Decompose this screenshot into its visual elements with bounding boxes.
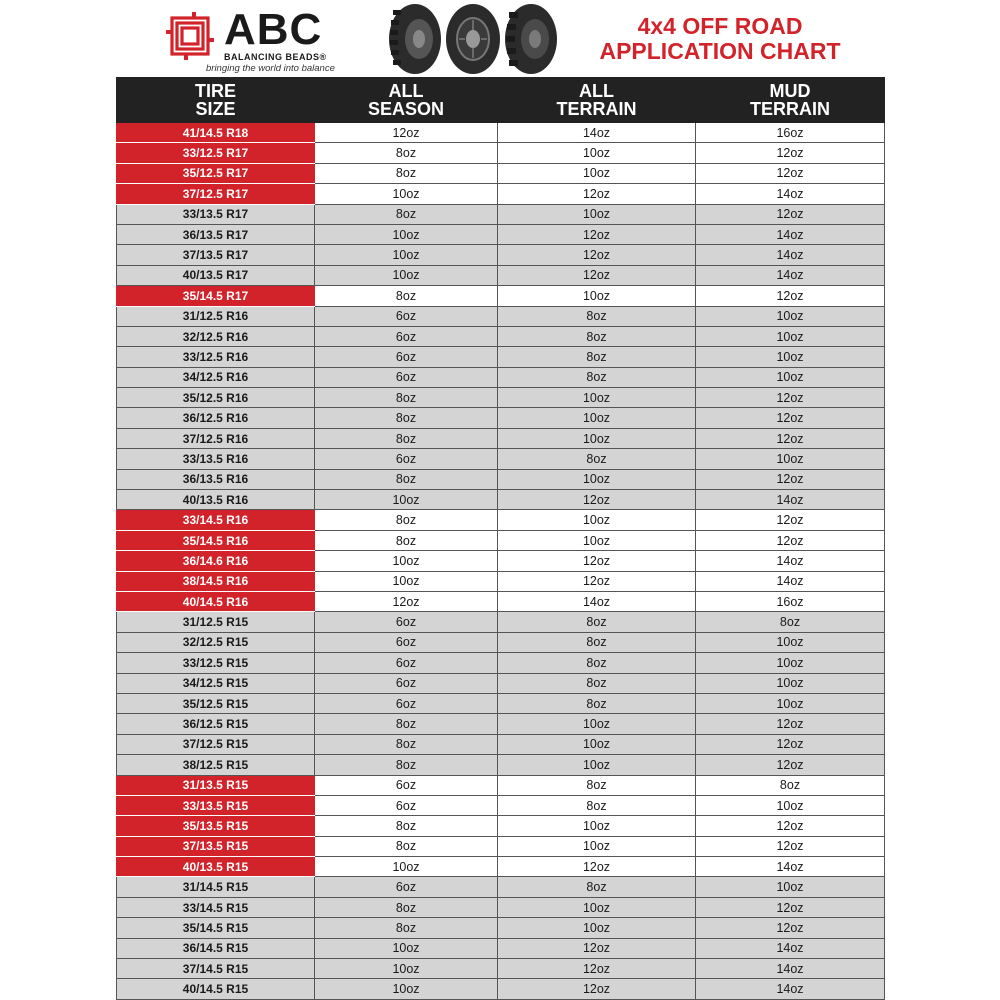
- table-row: [117, 571, 885, 591]
- table-row: [117, 265, 885, 285]
- application-table: [116, 77, 885, 1000]
- table-row: [117, 795, 885, 815]
- brand-subtitle: BALANCING BEADS®: [224, 52, 327, 62]
- table-row: [117, 816, 885, 836]
- cell-tire-size: 35/14.5 R15: [117, 918, 315, 938]
- cell-all-season: 6oz: [315, 612, 498, 632]
- cell-all-terrain: 10oz: [498, 734, 696, 754]
- cell-mud-terrain: 14oz: [696, 938, 885, 958]
- cell-mud-terrain: 12oz: [696, 286, 885, 306]
- cell-all-season: 8oz: [315, 510, 498, 530]
- cell-all-terrain: 10oz: [498, 755, 696, 775]
- cell-all-terrain: 8oz: [498, 306, 696, 326]
- cell-mud-terrain: 10oz: [696, 449, 885, 469]
- cell-all-season: 10oz: [315, 857, 498, 877]
- cell-mud-terrain: 14oz: [696, 184, 885, 204]
- cell-all-season: 6oz: [315, 877, 498, 897]
- cell-tire-size: 37/13.5 R17: [117, 245, 315, 265]
- cell-tire-size: 37/12.5 R15: [117, 734, 315, 754]
- table-row: [117, 428, 885, 448]
- cell-all-terrain: 8oz: [498, 673, 696, 693]
- cell-all-terrain: 12oz: [498, 490, 696, 510]
- cell-mud-terrain: 12oz: [696, 734, 885, 754]
- brand-logo: [162, 5, 342, 74]
- cell-all-season: 8oz: [315, 204, 498, 224]
- table-row: [117, 653, 885, 673]
- table-row: [117, 245, 885, 265]
- brand-tagline: bringing the world into balance: [206, 63, 335, 74]
- cell-tire-size: 35/12.5 R17: [117, 163, 315, 183]
- cell-all-terrain: 12oz: [498, 265, 696, 285]
- cell-tire-size: 38/12.5 R15: [117, 755, 315, 775]
- cell-all-terrain: 8oz: [498, 795, 696, 815]
- table-row: [117, 979, 885, 999]
- cell-all-season: 8oz: [315, 286, 498, 306]
- cell-mud-terrain: 10oz: [696, 306, 885, 326]
- cell-mud-terrain: 10oz: [696, 795, 885, 815]
- cell-all-season: 8oz: [315, 469, 498, 489]
- cell-mud-terrain: 12oz: [696, 204, 885, 224]
- cell-mud-terrain: 10oz: [696, 693, 885, 713]
- cell-tire-size: 36/12.5 R15: [117, 714, 315, 734]
- table-row: [117, 836, 885, 856]
- cell-mud-terrain: 14oz: [696, 265, 885, 285]
- cell-all-terrain: 8oz: [498, 612, 696, 632]
- cell-tire-size: 31/12.5 R15: [117, 612, 315, 632]
- header-tire-size: [117, 78, 315, 123]
- cell-all-terrain: 8oz: [498, 877, 696, 897]
- cell-mud-terrain: 16oz: [696, 591, 885, 611]
- cell-mud-terrain: 14oz: [696, 857, 885, 877]
- cell-tire-size: 34/12.5 R16: [117, 367, 315, 387]
- cell-all-season: 8oz: [315, 388, 498, 408]
- cell-mud-terrain: 14oz: [696, 551, 885, 571]
- header-line: ALL: [388, 81, 424, 101]
- cell-mud-terrain: 12oz: [696, 143, 885, 163]
- cell-all-season: 6oz: [315, 449, 498, 469]
- cell-mud-terrain: 14oz: [696, 245, 885, 265]
- table-row: [117, 306, 885, 326]
- cell-all-terrain: 10oz: [498, 714, 696, 734]
- cell-all-season: 8oz: [315, 918, 498, 938]
- cell-all-terrain: 10oz: [498, 204, 696, 224]
- table-row: [117, 143, 885, 163]
- cell-mud-terrain: 8oz: [696, 612, 885, 632]
- cell-all-terrain: 10oz: [498, 836, 696, 856]
- brand-name: ABC: [224, 5, 323, 54]
- table-body: [117, 123, 885, 1000]
- table-row: [117, 775, 885, 795]
- table-row: [117, 959, 885, 979]
- tire-right-icon: [505, 4, 557, 74]
- cell-mud-terrain: 12oz: [696, 897, 885, 917]
- cell-all-terrain: 12oz: [498, 959, 696, 979]
- table-row: [117, 163, 885, 183]
- cell-tire-size: 35/12.5 R15: [117, 693, 315, 713]
- cell-all-terrain: 10oz: [498, 530, 696, 550]
- cell-tire-size: 37/14.5 R15: [117, 959, 315, 979]
- cell-mud-terrain: 12oz: [696, 408, 885, 428]
- cell-all-terrain: 10oz: [498, 469, 696, 489]
- cell-mud-terrain: 8oz: [696, 775, 885, 795]
- cell-all-season: 10oz: [315, 265, 498, 285]
- cell-all-terrain: 14oz: [498, 591, 696, 611]
- cell-all-terrain: 8oz: [498, 775, 696, 795]
- cell-all-season: 10oz: [315, 224, 498, 244]
- cell-all-season: 10oz: [315, 938, 498, 958]
- table-header-row: [117, 78, 885, 123]
- cell-mud-terrain: 10oz: [696, 673, 885, 693]
- cell-all-terrain: 10oz: [498, 143, 696, 163]
- table-row: [117, 388, 885, 408]
- cell-all-season: 8oz: [315, 428, 498, 448]
- header-line: ALL: [579, 81, 614, 101]
- header-mud-terrain: [696, 78, 885, 123]
- table-row: [117, 530, 885, 550]
- cell-all-season: 6oz: [315, 673, 498, 693]
- cell-all-season: 6oz: [315, 367, 498, 387]
- cell-all-season: 8oz: [315, 897, 498, 917]
- cell-all-season: 8oz: [315, 836, 498, 856]
- table-row: [117, 897, 885, 917]
- table-row: [117, 877, 885, 897]
- table-row: [117, 449, 885, 469]
- header-line: MUD: [769, 81, 811, 101]
- cell-mud-terrain: 12oz: [696, 836, 885, 856]
- table-row: [117, 224, 885, 244]
- table-row: [117, 551, 885, 571]
- table-row: [117, 673, 885, 693]
- table-row: [117, 347, 885, 367]
- cell-all-terrain: 10oz: [498, 163, 696, 183]
- cell-all-terrain: 10oz: [498, 897, 696, 917]
- chart-title: [575, 14, 865, 64]
- cell-all-terrain: 12oz: [498, 184, 696, 204]
- cell-all-season: 8oz: [315, 816, 498, 836]
- cell-all-terrain: 14oz: [498, 123, 696, 143]
- cell-mud-terrain: 16oz: [696, 123, 885, 143]
- cell-tire-size: 36/12.5 R16: [117, 408, 315, 428]
- cell-mud-terrain: 10oz: [696, 653, 885, 673]
- cell-all-terrain: 12oz: [498, 979, 696, 999]
- cell-mud-terrain: 10oz: [696, 347, 885, 367]
- cell-all-terrain: 10oz: [498, 428, 696, 448]
- cell-all-terrain: 8oz: [498, 347, 696, 367]
- cell-all-terrain: 8oz: [498, 367, 696, 387]
- cell-all-season: 8oz: [315, 714, 498, 734]
- cell-tire-size: 31/13.5 R15: [117, 775, 315, 795]
- header-line: SIZE: [195, 99, 236, 119]
- cell-tire-size: 33/13.5 R16: [117, 449, 315, 469]
- table-row: [117, 612, 885, 632]
- cell-tire-size: 35/14.5 R17: [117, 286, 315, 306]
- cell-mud-terrain: 12oz: [696, 816, 885, 836]
- cell-mud-terrain: 14oz: [696, 979, 885, 999]
- table-row: [117, 632, 885, 652]
- tires-image: [385, 2, 561, 76]
- cell-all-terrain: 12oz: [498, 224, 696, 244]
- table-row: [117, 469, 885, 489]
- cell-all-terrain: 12oz: [498, 857, 696, 877]
- cell-all-season: 10oz: [315, 245, 498, 265]
- cell-mud-terrain: 10oz: [696, 367, 885, 387]
- table-row: [117, 918, 885, 938]
- cell-mud-terrain: 12oz: [696, 755, 885, 775]
- table-row: [117, 510, 885, 530]
- cell-tire-size: 33/12.5 R16: [117, 347, 315, 367]
- cell-all-terrain: 10oz: [498, 388, 696, 408]
- header-all-season: [315, 78, 498, 123]
- table-row: [117, 490, 885, 510]
- cell-tire-size: 31/12.5 R16: [117, 306, 315, 326]
- cell-all-terrain: 10oz: [498, 510, 696, 530]
- cell-all-season: 6oz: [315, 795, 498, 815]
- cell-mud-terrain: 12oz: [696, 388, 885, 408]
- cell-mud-terrain: 12oz: [696, 428, 885, 448]
- header-line: SEASON: [367, 99, 445, 119]
- cell-tire-size: 35/12.5 R16: [117, 388, 315, 408]
- cell-all-season: 8oz: [315, 734, 498, 754]
- table-row: [117, 938, 885, 958]
- cell-all-season: 12oz: [315, 123, 498, 143]
- cell-tire-size: 33/14.5 R15: [117, 897, 315, 917]
- cell-tire-size: 32/12.5 R15: [117, 632, 315, 652]
- header-line: TIRE: [194, 81, 236, 101]
- cell-all-season: 10oz: [315, 571, 498, 591]
- cell-tire-size: 40/13.5 R16: [117, 490, 315, 510]
- chart-title-line1: 4x4 OFF ROAD: [637, 13, 803, 39]
- cell-mud-terrain: 12oz: [696, 918, 885, 938]
- cell-mud-terrain: 12oz: [696, 469, 885, 489]
- table-row: [117, 326, 885, 346]
- cell-tire-size: 33/12.5 R17: [117, 143, 315, 163]
- cell-tire-size: 33/13.5 R17: [117, 204, 315, 224]
- table-row: [117, 367, 885, 387]
- application-table-container: [116, 77, 884, 1000]
- cell-all-season: 6oz: [315, 347, 498, 367]
- header-line: TERRAIN: [556, 99, 637, 119]
- cell-all-season: 6oz: [315, 306, 498, 326]
- table-row: [117, 204, 885, 224]
- cell-tire-size: 40/14.5 R15: [117, 979, 315, 999]
- cell-tire-size: 38/14.5 R16: [117, 571, 315, 591]
- cell-mud-terrain: 12oz: [696, 714, 885, 734]
- cell-all-terrain: 8oz: [498, 693, 696, 713]
- cell-tire-size: 37/12.5 R16: [117, 428, 315, 448]
- cell-all-season: 8oz: [315, 143, 498, 163]
- cell-tire-size: 36/14.5 R15: [117, 938, 315, 958]
- tire-center-icon: [446, 4, 500, 74]
- table-row: [117, 123, 885, 143]
- cell-tire-size: 36/13.5 R17: [117, 224, 315, 244]
- table-row: [117, 184, 885, 204]
- cell-mud-terrain: 14oz: [696, 959, 885, 979]
- cell-all-terrain: 12oz: [498, 571, 696, 591]
- cell-all-terrain: 12oz: [498, 938, 696, 958]
- cell-tire-size: 33/12.5 R15: [117, 653, 315, 673]
- table-row: [117, 714, 885, 734]
- table-row: [117, 857, 885, 877]
- cell-all-season: 6oz: [315, 632, 498, 652]
- cell-mud-terrain: 12oz: [696, 163, 885, 183]
- cell-mud-terrain: 14oz: [696, 571, 885, 591]
- cell-tire-size: 31/14.5 R15: [117, 877, 315, 897]
- cell-tire-size: 35/14.5 R16: [117, 530, 315, 550]
- table-row: [117, 693, 885, 713]
- cell-tire-size: 36/13.5 R16: [117, 469, 315, 489]
- cell-tire-size: 33/13.5 R15: [117, 795, 315, 815]
- cell-all-season: 8oz: [315, 530, 498, 550]
- cell-tire-size: 40/14.5 R16: [117, 591, 315, 611]
- page-header: [0, 0, 1000, 76]
- cell-tire-size: 41/14.5 R18: [117, 123, 315, 143]
- abc-logo-icon: [164, 10, 216, 62]
- cell-tire-size: 40/13.5 R17: [117, 265, 315, 285]
- cell-all-terrain: 10oz: [498, 286, 696, 306]
- cell-all-terrain: 10oz: [498, 408, 696, 428]
- cell-all-terrain: 8oz: [498, 653, 696, 673]
- header-all-terrain: [498, 78, 696, 123]
- table-row: [117, 734, 885, 754]
- cell-mud-terrain: 10oz: [696, 877, 885, 897]
- cell-tire-size: 32/12.5 R16: [117, 326, 315, 346]
- header-line: TERRAIN: [750, 99, 830, 119]
- table-row: [117, 591, 885, 611]
- cell-tire-size: 34/12.5 R15: [117, 673, 315, 693]
- cell-all-season: 8oz: [315, 755, 498, 775]
- tire-left-icon: [389, 4, 441, 74]
- cell-all-terrain: 10oz: [498, 816, 696, 836]
- cell-all-terrain: 8oz: [498, 326, 696, 346]
- cell-tire-size: 40/13.5 R15: [117, 857, 315, 877]
- cell-all-season: 8oz: [315, 163, 498, 183]
- cell-all-season: 12oz: [315, 591, 498, 611]
- cell-all-season: 6oz: [315, 693, 498, 713]
- cell-tire-size: 33/14.5 R16: [117, 510, 315, 530]
- cell-tire-size: 37/13.5 R15: [117, 836, 315, 856]
- cell-all-season: 10oz: [315, 490, 498, 510]
- cell-tire-size: 37/12.5 R17: [117, 184, 315, 204]
- cell-all-season: 6oz: [315, 775, 498, 795]
- cell-all-season: 10oz: [315, 551, 498, 571]
- cell-mud-terrain: 12oz: [696, 530, 885, 550]
- cell-all-season: 10oz: [315, 184, 498, 204]
- cell-all-season: 10oz: [315, 959, 498, 979]
- cell-all-season: 10oz: [315, 979, 498, 999]
- cell-mud-terrain: 14oz: [696, 224, 885, 244]
- cell-tire-size: 35/13.5 R15: [117, 816, 315, 836]
- cell-mud-terrain: 10oz: [696, 632, 885, 652]
- cell-all-season: 6oz: [315, 326, 498, 346]
- cell-all-terrain: 8oz: [498, 449, 696, 469]
- cell-all-terrain: 10oz: [498, 918, 696, 938]
- cell-mud-terrain: 14oz: [696, 490, 885, 510]
- cell-all-terrain: 8oz: [498, 632, 696, 652]
- chart-title-line2: APPLICATION CHART: [599, 38, 841, 64]
- cell-tire-size: 36/14.6 R16: [117, 551, 315, 571]
- cell-mud-terrain: 10oz: [696, 326, 885, 346]
- cell-all-season: 8oz: [315, 408, 498, 428]
- cell-all-terrain: 12oz: [498, 245, 696, 265]
- cell-all-terrain: 12oz: [498, 551, 696, 571]
- cell-mud-terrain: 12oz: [696, 510, 885, 530]
- table-row: [117, 286, 885, 306]
- table-row: [117, 755, 885, 775]
- cell-all-season: 6oz: [315, 653, 498, 673]
- table-row: [117, 408, 885, 428]
